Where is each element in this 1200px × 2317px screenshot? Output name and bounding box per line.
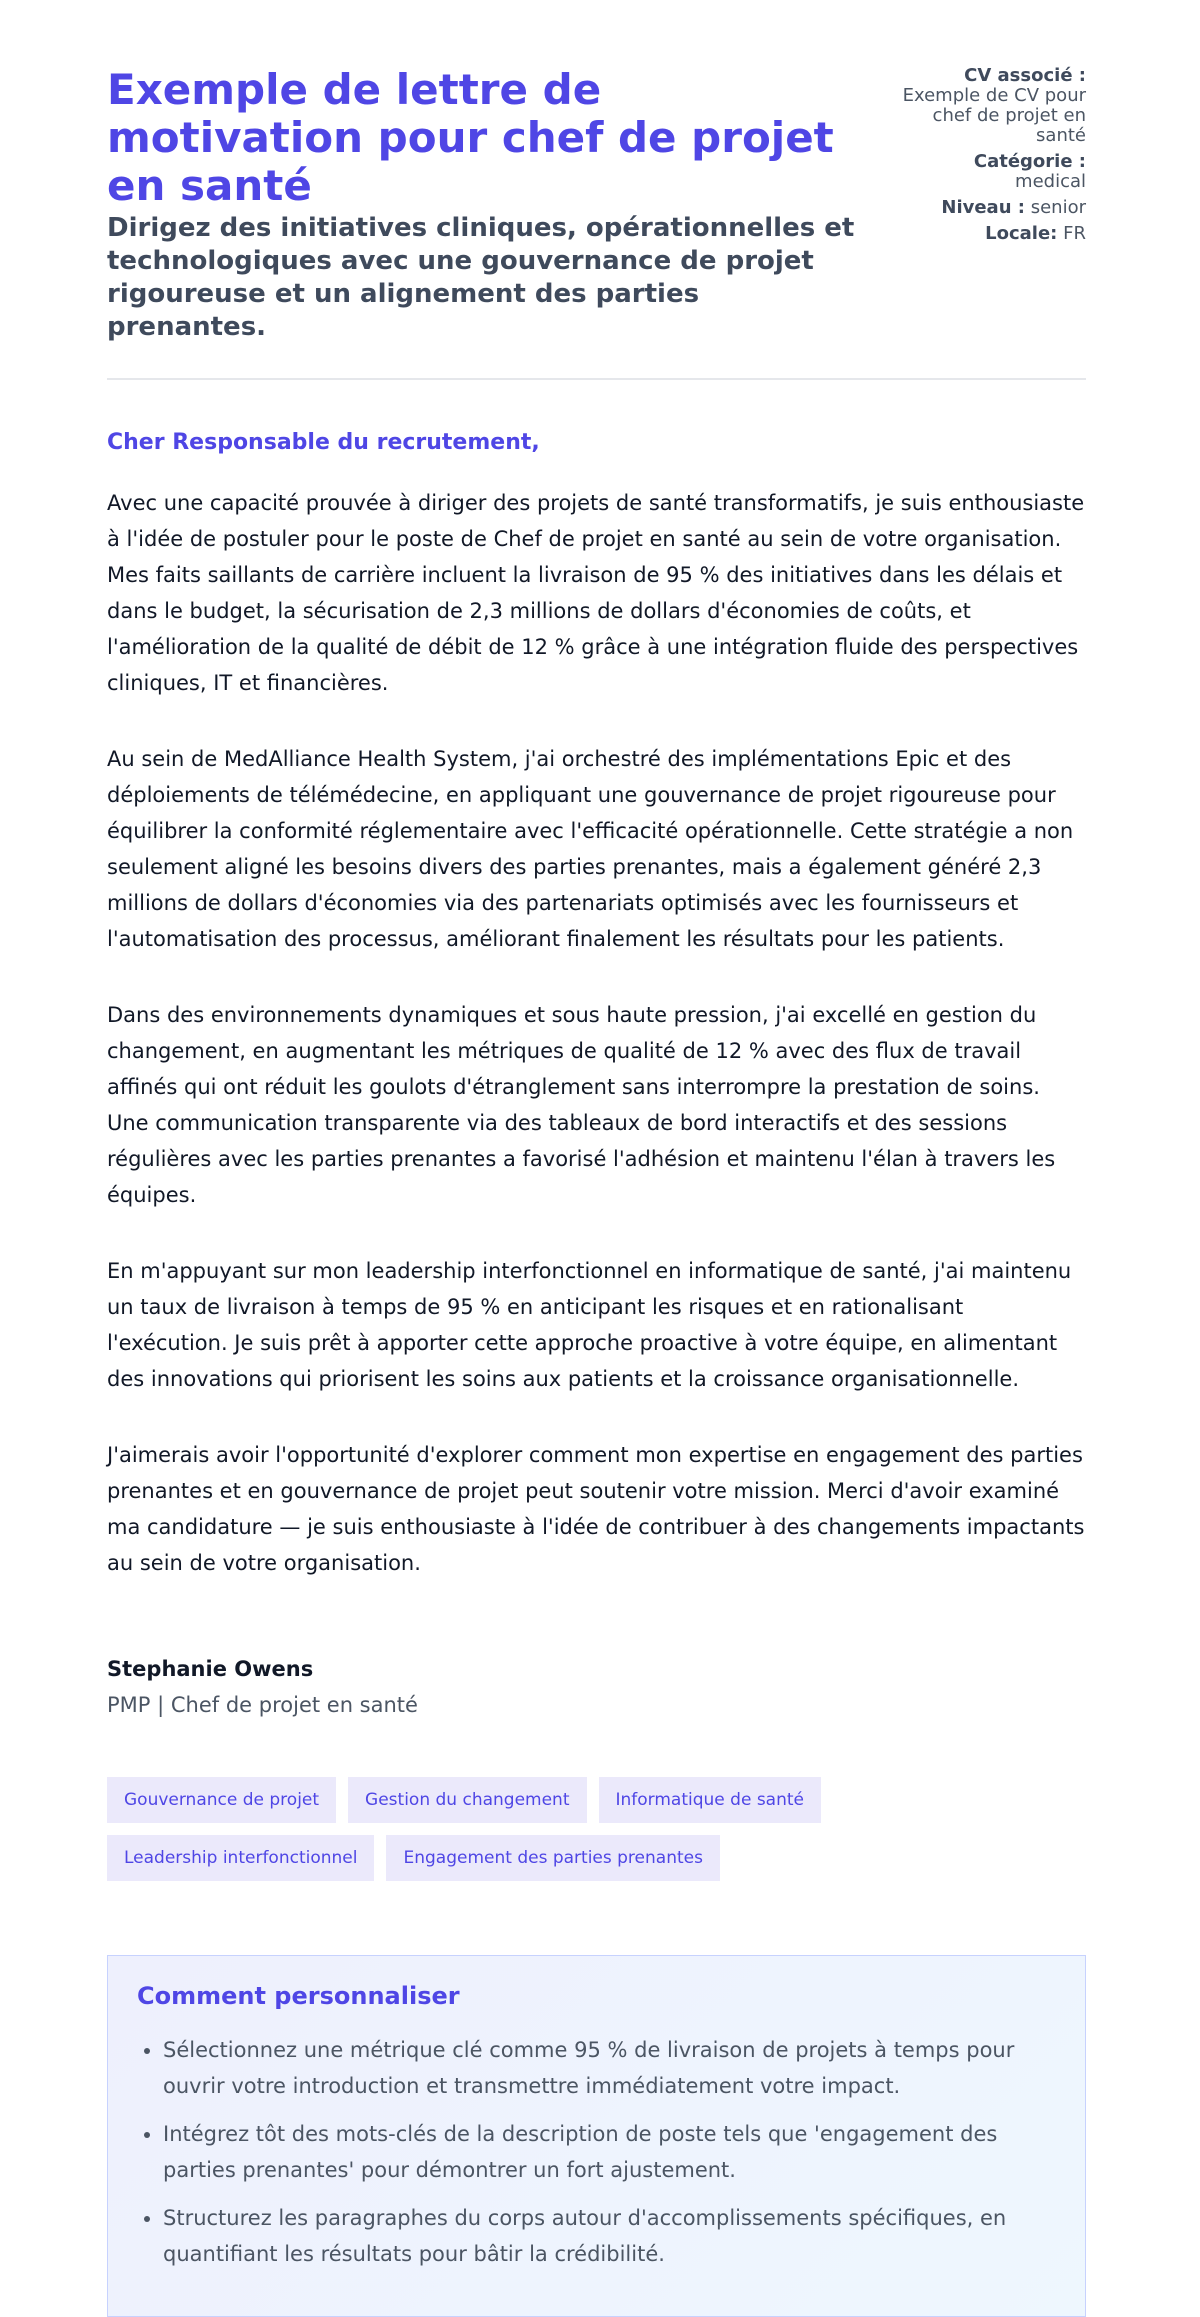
meta-locale-value: FR <box>1063 223 1086 244</box>
tag-list <box>107 1777 887 1881</box>
tip-item: • Sélectionnez une métrique clé comme 95 % de livraison de projets à temps pour ouvrir votre introduction et transmettre immédiatement votre impact. <box>163 2032 1056 2104</box>
meta-level-value: senior <box>1030 197 1086 218</box>
page-subtitle: Dirigez des initiatives cliniques, opérationnelles et technologiques avec une gouvernance de projet rigoureuse et un alignement des parties prenantes. <box>107 213 855 342</box>
meta-cv-label: CV associé : <box>964 65 1086 86</box>
meta-level-label: Niveau : <box>941 197 1025 218</box>
salutation: Cher Responsable du recrutement, <box>107 430 540 455</box>
paragraph: Au sein de MedAlliance Health System, j'ai orchestré des implémentations Epic et des déploiements de télémédecine, en appliquant une gouvernance de projet rigoureuse pour équilibrer la conformité réglementaire avec l'efficacité opérationnelle. Cette stratégie a non seulement aligné les besoins divers des parties prenantes, mais a également généré 2,3 millions de dollars d'économies via des partenariats optimisés avec les fournisseurs et l'automatisation des processus, améliorant finalement les résultats pour les patients. <box>107 747 1074 951</box>
meta-cv <box>896 66 1086 146</box>
meta-panel <box>896 66 1086 250</box>
tag: Informatique de santé <box>599 1777 822 1823</box>
tip-item: • Intégrez tôt des mots-clés de la description de poste tels que 'engagement des parties prenantes' pour démontrer un fort ajustement. <box>163 2116 1056 2188</box>
signature-title: PMP | Chef de projet en santé <box>107 1693 418 1717</box>
page-title: Exemple de lettre de motivation pour chef de projet en santé <box>107 65 834 210</box>
meta-locale-label: Locale: <box>985 223 1058 244</box>
letter-body <box>107 485 1086 1581</box>
tag: Gouvernance de projet <box>107 1777 336 1823</box>
paragraph: Dans des environnements dynamiques et sous haute pression, j'ai excellé en gestion du changement, en augmentant les métriques de qualité de 12 % avec des flux de travail affinés qui ont réduit les goulots d'étranglement sans interrompre la prestation de soins. Une communication transparente via des tableaux de bord interactifs et des sessions régulières avec les parties prenantes a favorisé l'adhésion et maintenu l'élan à travers les équipes. <box>107 1003 1056 1207</box>
meta-category-value: medical <box>1015 171 1086 192</box>
tips-list <box>137 2032 1056 2272</box>
tips-title: Comment personnaliser <box>137 1982 460 2010</box>
meta-category-label: Catégorie : <box>973 151 1086 172</box>
meta-locale <box>896 224 1086 244</box>
header <box>107 66 1086 344</box>
tag: Leadership interfonctionnel <box>107 1835 374 1881</box>
paragraph: J'aimerais avoir l'opportunité d'explorer comment mon expertise en engagement des parties prenantes et en gouvernance de projet peut soutenir votre mission. Merci d'avoir examiné ma candidature — je suis enthousiaste à l'idée de contribuer à des changements impactants au sein de votre organisation. <box>107 1443 1085 1575</box>
signature-name: Stephanie Owens <box>107 1657 314 1681</box>
meta-cv-value[interactable]: Exemple de CV pour chef de projet en santé <box>902 85 1086 146</box>
tag: Gestion du changement <box>348 1777 586 1823</box>
paragraph: En m'appuyant sur mon leadership interfonctionnel en informatique de santé, j'ai maintenu un taux de livraison à temps de 95 % en anticipant les risques et en rationalisant l'exécution. Je suis prêt à apporter cette approche proactive à votre équipe, en alimentant des innovations qui priorisent les soins aux patients et la croissance organisationnelle. <box>107 1259 1072 1391</box>
paragraph: Avec une capacité prouvée à diriger des projets de santé transformatifs, je suis enthousiaste à l'idée de postuler pour le poste de Chef de projet en santé au sein de votre organisation. Mes faits saillants de carrière incluent la livraison de 95 % des initiatives dans les délais et dans le budget, la sécurisation de 2,3 millions de dollars d'économies de coûts, et l'amélioration de la qualité de débit de 12 % grâce à une intégration fluide des perspectives cliniques, IT et financières. <box>107 491 1085 695</box>
meta-category <box>896 152 1086 192</box>
tip-item: • Structurez les paragraphes du corps autour d'accomplissements spécifiques, en quantifiant les résultats pour bâtir la crédibilité. <box>163 2200 1056 2272</box>
title-block <box>107 66 867 344</box>
tag: Engagement des parties prenantes <box>386 1835 719 1881</box>
meta-level <box>896 198 1086 218</box>
divider <box>107 378 1086 380</box>
customization-tips <box>107 1955 1086 2317</box>
